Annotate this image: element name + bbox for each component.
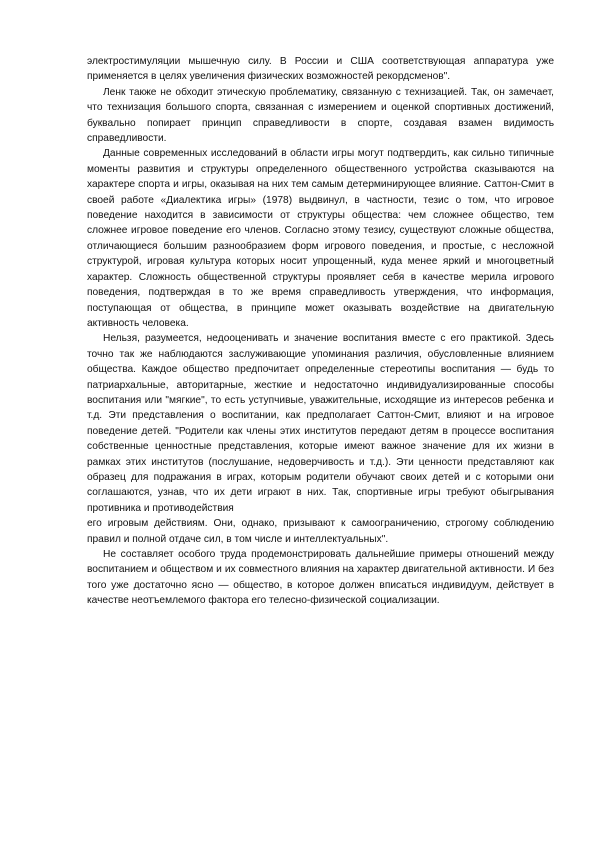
paragraph-1: электростимуляции мышечную силу. В России и США соответствующая аппаратура уже применяется в целях увеличения физических возможностей рекордсменов". — [87, 56, 554, 83]
paragraph-5: его игровым действиям. Они, однако, призывают к самоограничению, строгому соблюдению правил и полной отдаче сил, в том числе и интеллектуальных". — [87, 518, 554, 545]
paragraph-2: Ленк также не обходит этическую проблематику, связанную с технизацией. Так, он замечает, что технизация большого спорта, связанная с измерением и оценкой спортивных достижений, буквально попирает принцип справедливости в спорте, создавая взамен видимость справедливости. — [87, 86, 554, 145]
document-body — [87, 54, 554, 609]
paragraph-3: Данные современных исследований в области игры могут подтвердить, как сильно типичные моменты развития и структуры определенного общественного устройства сказываются на характере спорта и игры, оказывая на них тем самым детерминирующее влияние. Саттон-Смит в своей работе «Диалектика игры» (1978) выдвинул, в частности, тезис о том, что игровое поведение находится в зависимости от структуры общества: чем сложнее общество, тем сложнее игровое поведение его членов. Согласно этому тезису, существуют сложные общества, отличающиеся большим разнообразием форм игрового поведения, и простые, с несложной структурой, игровая культура которых носит упрощенный, куда менее яркий и многоцветный характер. Сложность общественной структуры проявляет себя в качестве мерила игрового поведения, подтверждая в то же время справедливость утверждения, что информация, поступающая от общества, в принципе может оказывать воздействие на двигательную активность человека. — [87, 148, 554, 329]
paragraph-6: Не составляет особого труда продемонстрировать дальнейшие примеры отношений между воспитанием и обществом и их совместного влияния на характер двигательной активности. И без того уже достаточно ясно — общество, в которое должен вписаться индивидуум, действует в качестве неотъемлемого фактора его телесно-физической социализации. — [87, 549, 554, 607]
paragraph-4: Нельзя, разумеется, недооценивать и значение воспитания вместе с его практикой. Здесь точно так же наблюдаются заслуживающие упоминания различия, обусловленные влиянием общества. Каждое общество предпочитает определенные стереотипы воспитания — будь то патриархальные, авторитарные, жесткие и недостаточно индивидуализированные способы воспитания или "мягкие", то есть уступчивые, уважительные, исходящие из интересов ребенка и т.д. Эти представления о воспитании, как предполагает Саттон-Смит, влияют и на игровое поведение детей. "Родители как члены этих институтов передают детям в процессе воспитания собственные ценностные представления, которые имеют важное значение для их жизни в рамках этих институтов (послушание, недоверчивость и т.д.). Эти ценности представляют как образец для подражания в играх, которым родители обучают своих детей и с которыми они соглашаются, узнав, что их дети играют в них. Так, спортивные игры требуют обыгрывания противника и противодействия — [87, 333, 554, 514]
